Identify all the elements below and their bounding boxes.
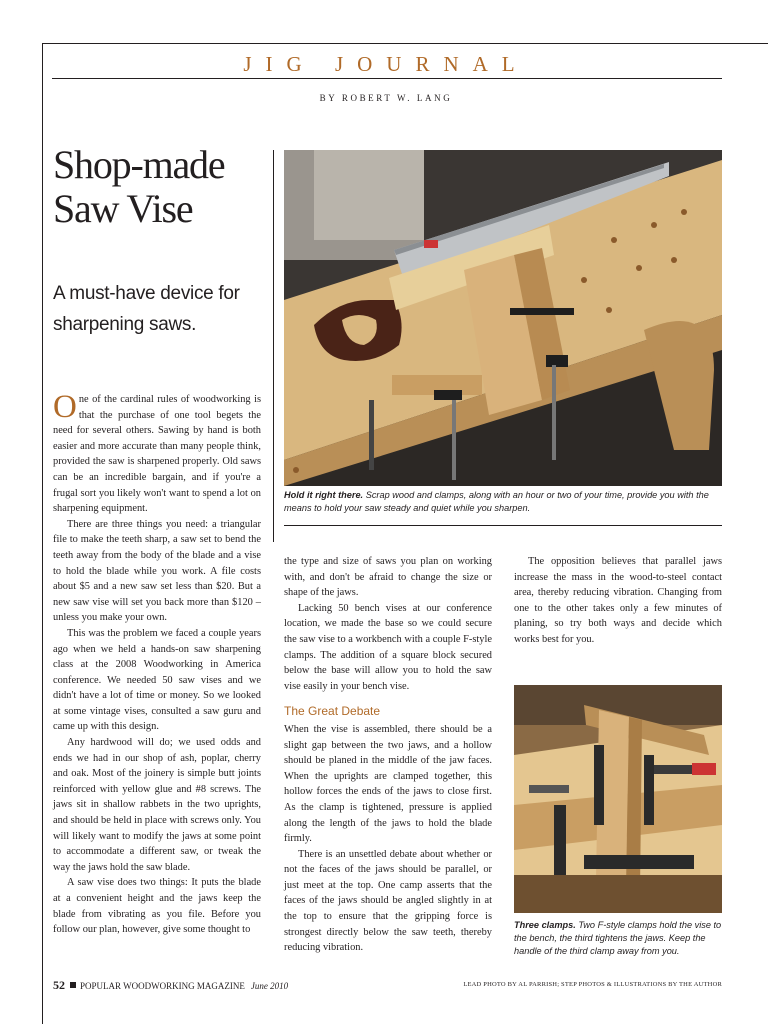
body-paragraph: This was the problem we faced a couple years ago when we held a hands-on saw sharpening class at the 2008 Woodworking in America conference. We needed 50 saw vises and we didn't have a lot of time or money. So we looked at some vintage vises, consulted a saw guru and came up with this design.	[53, 627, 261, 733]
page-number: 52	[53, 978, 65, 992]
section-rule	[52, 78, 722, 79]
page-frame-top-rule	[42, 43, 768, 44]
body-column-1	[53, 389, 261, 938]
article-dek: A must-have device for sharpening saws.	[53, 283, 240, 335]
body-paragraph: A saw vise does two things: It puts the blade at a convenient height and the jaws keep the blade from vibrating as you file. Before you follow our plan, however, give some thought to	[53, 877, 261, 936]
caption-text: Two F-style clamps hold the vise to the bench, the third tightens the jaws. Keep the handle of the third clamp away from you.	[514, 920, 722, 956]
drop-cap: O	[53, 389, 77, 425]
square-bullet-icon	[70, 982, 76, 988]
byline: BY ROBERT W. LANG	[319, 93, 453, 103]
issue-date: June 2010	[250, 981, 289, 991]
body-paragraph: Any hardwood will do; we used odds and ends we had in our shop of ash, poplar, cherry and oak. Most of the joinery is simple butt joints reinforced with yellow glue and #8 screws. The jaws sit in shallow rabbets in the two uprights, and should be held in place with screws only. You will likely want to modify the jaws at some point to accommodate a different saw, or tweak the way the jaws hold the saw blade.	[53, 737, 261, 873]
column-divider	[273, 150, 274, 542]
page-frame-left-rule	[42, 43, 43, 1024]
body-paragraph: Lacking 50 bench vises at our conference location, we made the base so we could secure the saw vise to a workbench with a couple F-style clamps. The addition of a square block secured below the base will allow you to hold the saw vise easily in your bench vise.	[284, 602, 492, 692]
body-column-3	[514, 554, 722, 648]
caption-text: Scrap wood and clamps, along with an hour or two of your time, provide you with the means to hold your saw steady and quiet while you sharpen.	[284, 490, 709, 513]
caption-lead: Hold it right there.	[284, 490, 364, 500]
body-paragraph: When the vise is assembled, there should be a slight gap between the two jaws, and a hollow should be planed in the middle of the jaw faces. When the uprights are clamped together, this hollow forces the ends of the jaws to close first. As the clamp is tightened, pressure is applied along the length of the jaws to hold the blade firmly.	[284, 723, 492, 845]
lead-photo	[284, 150, 722, 486]
body-paragraph	[53, 389, 261, 517]
body-paragraph: the type and size of saws you plan on working with, and don't be afraid to change the size or shape of the jaws.	[284, 556, 492, 599]
body-text: ne of the cardinal rules of woodworking is that the purchase of one tool begets the need for several others. Sawing by hand is both easier and more accurate than many people think, provided the saw is sharpened properly. Old saws can be an incredible bargain, and if you're a frugal sort you likely won't want to spend a lot on sharpening equipment.	[53, 394, 261, 515]
caption-rule	[284, 525, 722, 526]
section-title: JIG JOURNAL	[243, 52, 529, 76]
magazine-name: POPULAR WOODWORKING MAGAZINE	[80, 981, 245, 991]
photo-credits: LEAD PHOTO BY AL PARRISH; STEP PHOTOS & ILLUSTRATIONS BY THE AUTHOR	[463, 981, 722, 988]
lead-photo-caption	[284, 489, 722, 515]
subhead: The Great Debate	[284, 704, 381, 719]
caption-lead: Three clamps.	[514, 920, 576, 930]
page-footer	[53, 978, 288, 993]
article-title: Shop-made Saw Vise	[53, 142, 225, 231]
clamps-photo	[514, 685, 722, 913]
body-paragraph: There is an unsettled debate about whether or not the faces of the jaws should be parallel, or just meet at the top. One camp asserts that the faces of the jaws should be angled slightly in at the top to ensure that the gripping force is strongest directly below the saw teeth, thereby reducing vibration.	[284, 848, 492, 954]
clamps-photo-caption	[514, 919, 722, 958]
body-paragraph: The opposition believes that parallel jaws increase the mass in the wood-to-steel contact area, thereby reducing vibration. Changing from one to the other takes only a few minutes of planing, so try both ways and decide which works best for you.	[514, 556, 722, 645]
body-column-2	[284, 554, 492, 956]
body-paragraph: There are three things you need: a triangular file to make the teeth sharp, a saw set to bend the teeth away from the body of the blade and a vise to hold the blade while you work. A file costs about $5 and a new saw set less than $20. But a new saw vise will set you back more than $120 – unless you make your own.	[53, 518, 261, 624]
